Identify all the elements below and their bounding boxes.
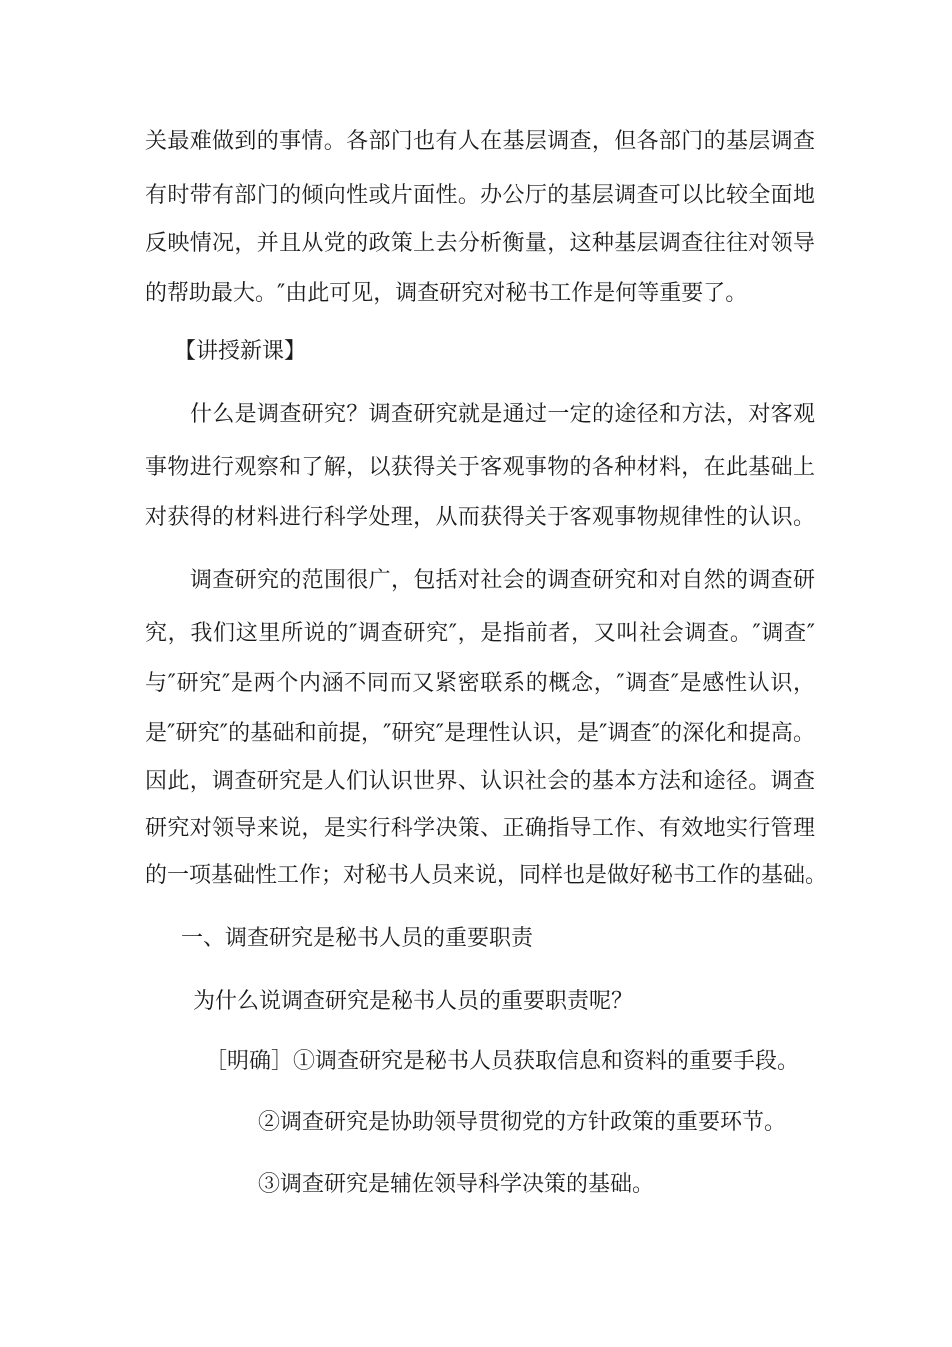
paragraph-line: 事物进行观察和了解，以获得关于客观事物的各种材料，在此基础上 bbox=[145, 455, 815, 480]
paragraph-line: 的帮助最大。″由此可见，调查研究对秘书工作是何等重要了。 bbox=[145, 281, 748, 306]
paragraph-line: 的一项基础性工作；对秘书人员来说，同样也是做好秘书工作的基础。 bbox=[145, 863, 828, 888]
section-heading: 【讲授新课】 bbox=[174, 339, 307, 364]
paragraph-line: 有时带有部门的倾向性或片面性。办公厅的基层调查可以比较全面地 bbox=[145, 183, 815, 208]
answer-item: ［明确］①调查研究是秘书人员获取信息和资料的重要手段。 bbox=[205, 1049, 800, 1074]
answer-item: ②调查研究是协助领导贯彻党的方针政策的重要环节。 bbox=[258, 1110, 787, 1135]
answer-item: ③调查研究是辅佐领导科学决策的基础。 bbox=[258, 1172, 655, 1197]
paragraph-line: 与″研究″是两个内涵不同而又紧密联系的概念，″调查″是感性认识， bbox=[145, 671, 815, 696]
numbered-heading: 一、调查研究是秘书人员的重要职责 bbox=[181, 926, 534, 951]
paragraph-line: 是″研究″的基础和前提，″研究″是理性认识，是″调查″的深化和提高。 bbox=[145, 721, 815, 746]
paragraph-line: 研究对领导来说，是实行科学决策、正确指导工作、有效地实行管理 bbox=[145, 816, 815, 841]
paragraph-line: 什么是调查研究？调查研究就是通过一定的途径和方法，对客观 bbox=[190, 402, 815, 427]
paragraph-line: 关最难做到的事情。各部门也有人在基层调查，但各部门的基层调查 bbox=[145, 129, 815, 154]
question-line: 为什么说调查研究是秘书人员的重要职责呢？ bbox=[193, 989, 634, 1014]
paragraph-line: 对获得的材料进行科学处理，从而获得关于客观事物规律性的认识。 bbox=[145, 505, 815, 530]
paragraph-line: 究，我们这里所说的″调查研究″，是指前者，又叫社会调查。″调查″ bbox=[145, 621, 815, 646]
paragraph-line: 调查研究的范围很广，包括对社会的调查研究和对自然的调查研 bbox=[190, 568, 815, 593]
paragraph-line: 反映情况，并且从党的政策上去分析衡量，这种基层调查往往对领导 bbox=[145, 231, 815, 256]
paragraph-line: 因此，调查研究是人们认识世界、认识社会的基本方法和途径。调查 bbox=[145, 769, 815, 794]
